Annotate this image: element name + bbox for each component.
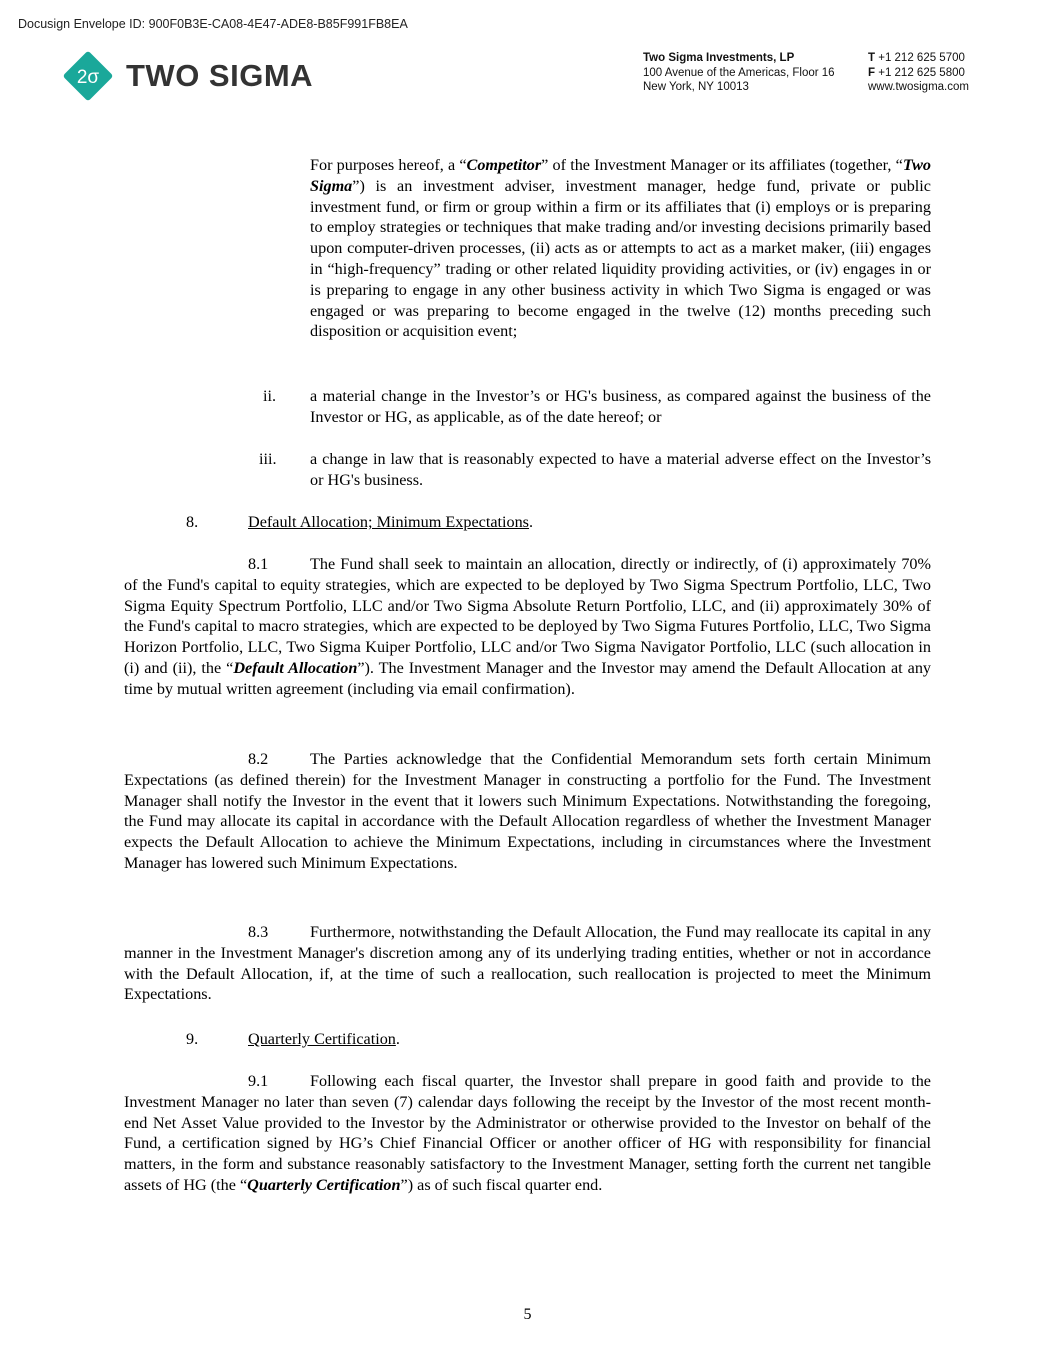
defined-term-quarterly-certification: Quarterly Certification — [247, 1175, 401, 1194]
address-line-1: 100 Avenue of the Americas, Floor 16 — [643, 66, 835, 79]
phone-label: T — [868, 52, 876, 64]
defined-term-competitor: Competitor — [466, 156, 542, 174]
paragraph-8-1-number: 8.1 — [248, 555, 269, 573]
section-9-number: 9. — [186, 1030, 199, 1048]
paragraph-8-1: 8.1 The Fund shall seek to maintain an allocation, directly or indirectly, of (i) approximately 70% of the Fund's capital to equity strategies, which are expected to be deployed by Two Sigma Spectrum Portfolio, LLC, Two Sigma Equity Spectrum Portfolio, LLC and/or Two Sigma Absolute Return Portfolio, LLC, and (ii) approximately 30% of the Fund's capital to macro strategies, which are expected to be deployed by Two Sigma Futures Portfolio, LLC, Two Sigma Horizon Portfolio, LLC, Two Sigma Kuiper Portfolio, LLC and/or Two Sigma Navigator Portfolio, LLC (such allocation in (i) and (ii), the “Default Allocation”). The Investment Manager and the Investor may amend the Default Allocation at any time by mutual written agreement (including via email confirmation). — [124, 555, 932, 698]
section-8-number: 8. — [186, 513, 199, 531]
item-ii-text: a material change in the Investor’s or HG's business, as compared against the business of the Investor or HG, as applicable, as of the date hereof; or — [310, 387, 931, 426]
two-sigma-logo — [62, 50, 313, 102]
competitor-definition-paragraph: For purposes hereof, a “Competitor” of the Investment Manager or its affiliates (together, “Two Sigma”) is an investment adviser, investment manager, hedge fund, private or public investment fund, or firm or group within a firm or its affiliates that (i) employs or is preparing to employ strategies or techniques that make trading and/or investing decisions primarily based upon computer-driven processes, (ii) acts as or attempts to act as a market maker, (iii) engages in “high-frequency” trading or other related liquidity providing activities, or (iv) engages in or is preparing to engage in any other business activity in which Two Sigma is engaged or was engaged or was preparing to become engaged in the twelve (12) months preceding such disposition or acquisition event; — [310, 156, 931, 341]
address-line-2: New York, NY 10013 — [643, 81, 749, 93]
website-link[interactable]: www.twosigma.com — [868, 81, 969, 93]
item-iii-number: iii. — [259, 450, 277, 468]
section-8-heading: Default Allocation; Minimum Expectations. — [248, 513, 534, 531]
paragraph-8-3: 8.3 Furthermore, notwithstanding the Default Allocation, the Fund may reallocate its capital in any manner in the Investment Manager's discretion among any of its underlying trading entities, whether or not in accordance with the Default Allocation, if, at the time of such a reallocation, such reallocation is projected to meet the Minimum Expectations. — [124, 923, 931, 1004]
two-sigma-diamond-icon — [62, 50, 114, 102]
defined-term-default-allocation: Default Allocation — [233, 658, 358, 677]
item-iii-text: a change in law that is reasonably expected to have a material adverse effect on the Investor’s or HG's business. — [310, 450, 931, 489]
paragraph-9-1-number: 9.1 — [248, 1072, 269, 1090]
company-contact — [868, 51, 969, 95]
defined-term-two-sigma: Two Sigma — [310, 156, 931, 195]
phone-number: +1 212 625 5700 — [878, 52, 965, 64]
logo-wordmark: TWO SIGMA — [126, 58, 314, 93]
paragraph-8-2: 8.2 The Parties acknowledge that the Confidential Memorandum sets forth certain Minimum Expectations (as defined therein) for the Investment Manager in constructing a portfolio for the Fund. The Investment Manager shall notify the Investor in the event that it lowers such Minimum Expectations. Notwithstanding the foregoing, the Fund may allocate its capital in accordance with the Default Allocation regardless of whether the Investment Manager expects the Default Allocation to achieve the Minimum Expectations, including in circumstances where the Investment Manager has lowered such Minimum Expectations. — [124, 750, 931, 872]
docusign-envelope-id: Docusign Envelope ID: 900F0B3E-CA08-4E47-ADE8-B85F991FB8EA — [18, 17, 408, 31]
paragraph-9-1: 9.1 Following each fiscal quarter, the Investor shall prepare in good faith and provide to the Investment Manager no later than seven (7) calendar days following the receipt by the Investor of the most recent month-end Net Asset Value provided to the Investor by the Administrator or otherwise provided to the Investor on behalf of the Fund, a certification signed by HG’s Chief Financial Officer or another officer of HG with responsibility for financial matters, in the form and substance reasonably satisfactory to the Investment Manager, setting forth the current net tangible assets of HG (the “Quarterly Certification”) as of such fiscal quarter end. — [124, 1072, 931, 1194]
item-ii-number: ii. — [263, 387, 277, 405]
page-number: 5 — [523, 1306, 532, 1323]
company-name: Two Sigma Investments, LP — [643, 52, 795, 64]
paragraph-8-3-number: 8.3 — [248, 923, 269, 941]
fax-label: F — [868, 66, 876, 79]
logo-mark-text: 2σ — [76, 67, 100, 88]
section-9-title: Quarterly Certification — [248, 1030, 396, 1048]
section-8-title: Default Allocation; Minimum Expectations — [248, 513, 529, 531]
company-address — [643, 51, 835, 95]
section-9-heading: Quarterly Certification. — [248, 1030, 400, 1048]
paragraph-8-2-number: 8.2 — [248, 750, 269, 768]
fax-number: +1 212 625 5800 — [878, 66, 965, 79]
